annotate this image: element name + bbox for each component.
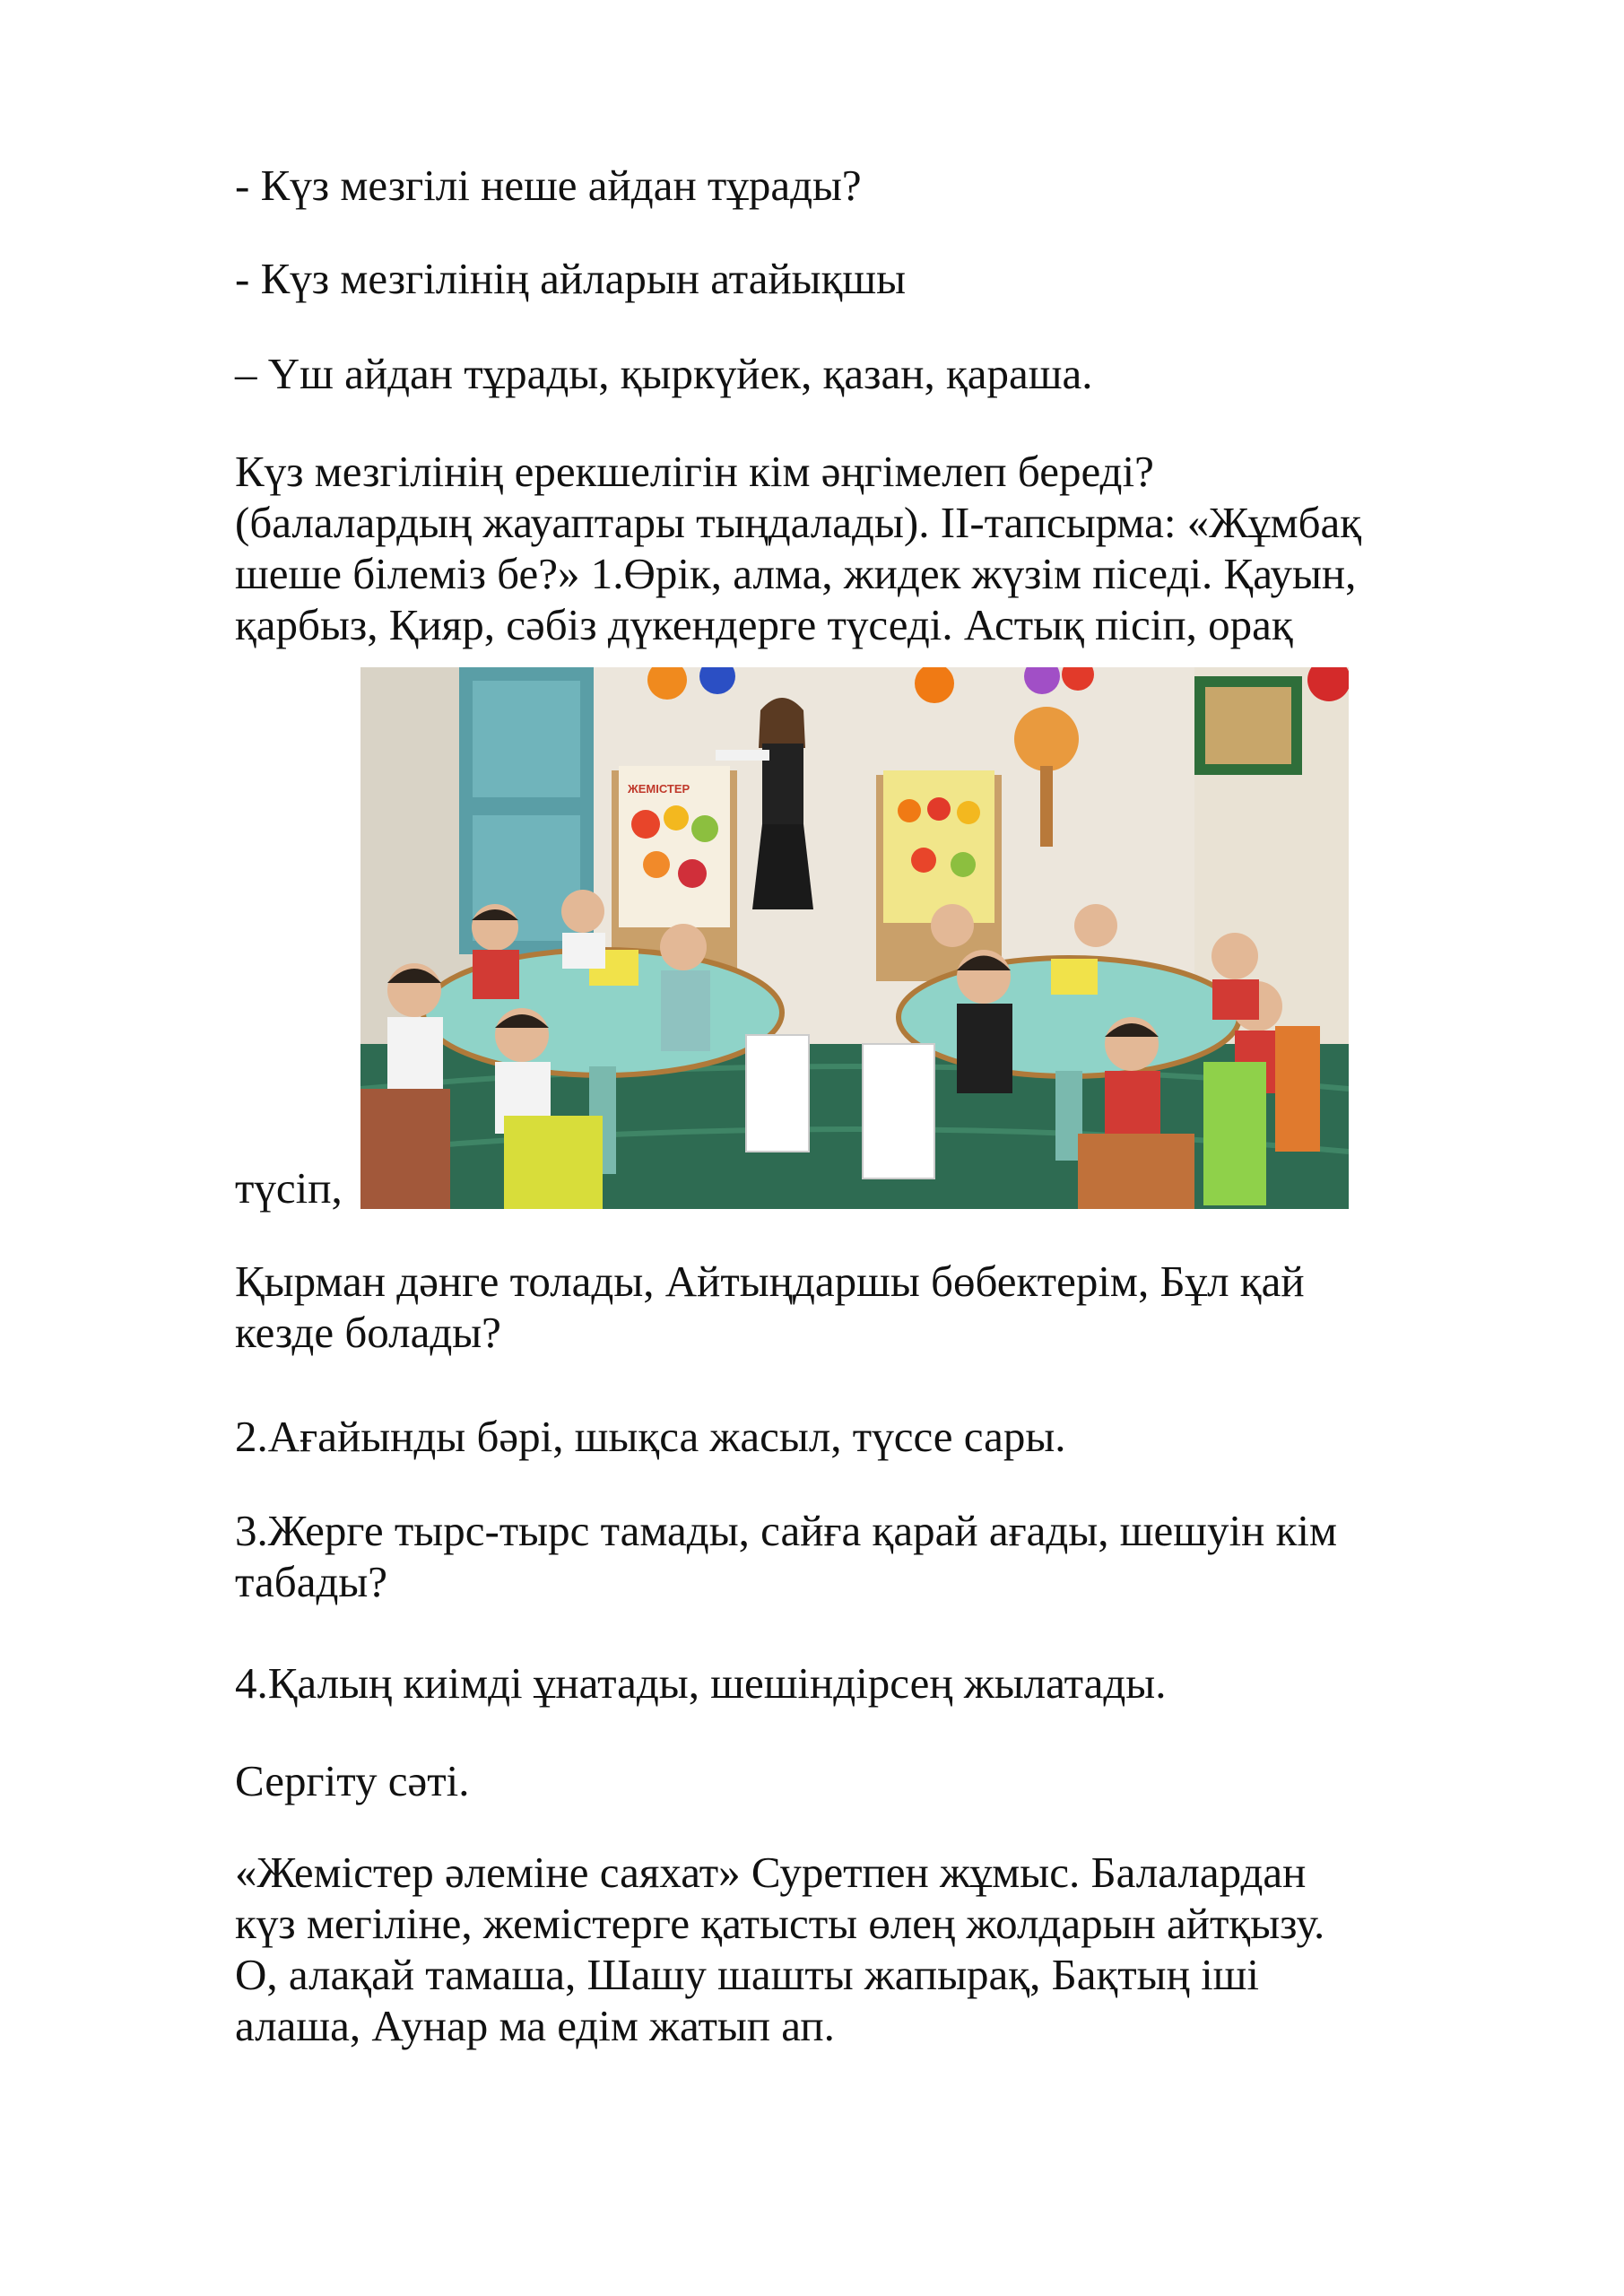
question-line-2: - Күз мезгілінің айларын атайықшы [235,254,907,303]
paragraph-line: шеше білеміз бе?» 1.Өрік, алма, жидек жүзім піседі. Қауын, [235,549,1357,598]
poster-title: ЖЕМІСТЕР [628,782,690,796]
paragraph-line: Күз мезгілінің ерекшелігін кім әңгімелеп береді? [235,447,1154,496]
answer-line: – Үш айдан тұрады, қыркүйек, қазан, қараша. [235,349,1093,398]
paragraph-line: қарбыз, Қияр, сәбіз дүкендерге түседі. Астық пісіп, орақ [235,600,1293,649]
paragraph-line: түсіп, [235,1163,343,1213]
paragraph-line: кезде болады? [235,1308,501,1357]
paragraph-line: алаша, Аунар ма едім жатып ап. [235,2001,835,2050]
sergitu-line: Сергіту сәті. [235,1756,470,1805]
paragraph-line: (балалардың жауаптары тыңдалады). ІІ-тапсырма: «Жұмбақ [235,498,1362,547]
question-line-1: - Күз мезгілі неше айдан тұрады? [235,161,862,210]
paragraph-line: О, алақай тамаша, Шашу шашты жапырақ, Бақтың іші [235,1950,1260,1999]
paragraph-line: Қырман дәнге толады, Айтыңдаршы бөбектерім, Бұл қай [235,1257,1305,1306]
paragraph-line: күз мегіліне, жемістерге қатысты өлең жолдарын айтқызу. [235,1899,1325,1948]
classroom-photo [360,667,1349,1209]
paragraph-line: «Жемістер әлеміне саяхат» Суретпен жұмыс. Балалардан [235,1848,1307,1897]
riddle-3-line-2: табады? [235,1557,388,1606]
riddle-3-line-1: 3.Жерге тырс-тырс тамады, сайға қарай ағады, шешуін кім [235,1506,1337,1555]
riddle-2: 2.Ағайынды бәрі, шықса жасыл, түссе сары. [235,1412,1066,1461]
riddle-4: 4.Қалың киімді ұнатады, шешіндірсең жылатады. [235,1658,1167,1708]
